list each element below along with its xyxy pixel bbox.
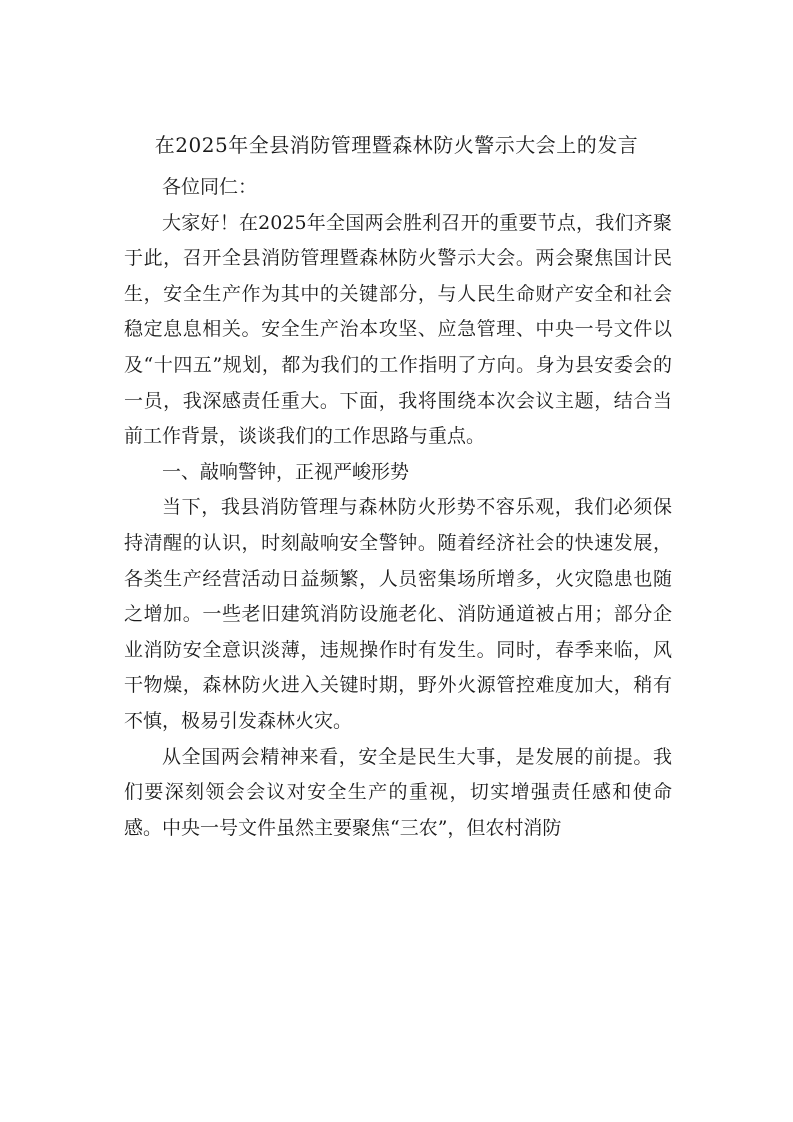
paragraph-intro: 大家好！在2025年全国两会胜利召开的重要节点，我们齐聚于此，召开全县消防管理暨森林防火警示大会。两会聚焦国计民生，安全生产作为其中的关键部分，与人民生命财产安全和社会稳定息息相关。安全生产治本攻坚、应急管理、中央一号文件以及“十四五”规划，都为我们的工作指明了方向。身为县安委会的一员，我深感责任重大。下面，我将围绕本次会议主题，结合当前工作背景，谈谈我们的工作思路与重点。 — [124, 211, 672, 448]
paragraph-situation: 当下，我县消防管理与森林防火形势不容乐观，我们必须保持清醒的认识，时刻敲响安全警钟。随着经济社会的快速发展，各类生产经营活动日益频繁，人员密集场所增多，火灾隐患也随之增加。一些老旧建筑消防设施老化、消防通道被占用；部分企业消防安全意识淡薄，违规操作时有发生。同时，春季来临，风干物燥，森林防火进入关键时期，野外火源管控难度加大，稍有不慎，极易引发森林火灾。 — [124, 496, 672, 732]
section-heading-1: 一、敲响警钟，正视严峻形势 — [162, 460, 410, 483]
document-body — [124, 170, 672, 846]
paragraph-national-spirit: 从全国两会精神来看，安全是民生大事，是发展的前提。我们要深刻领会会议对安全生产的重视，切实增强责任感和使命感。中央一号文件虽然主要聚焦“三农”，但农村消防 — [124, 745, 672, 839]
document-title: 在2025年全县消防管理暨森林防火警示大会上的发言 — [154, 133, 639, 157]
salutation: 各位同仁： — [162, 176, 258, 198]
